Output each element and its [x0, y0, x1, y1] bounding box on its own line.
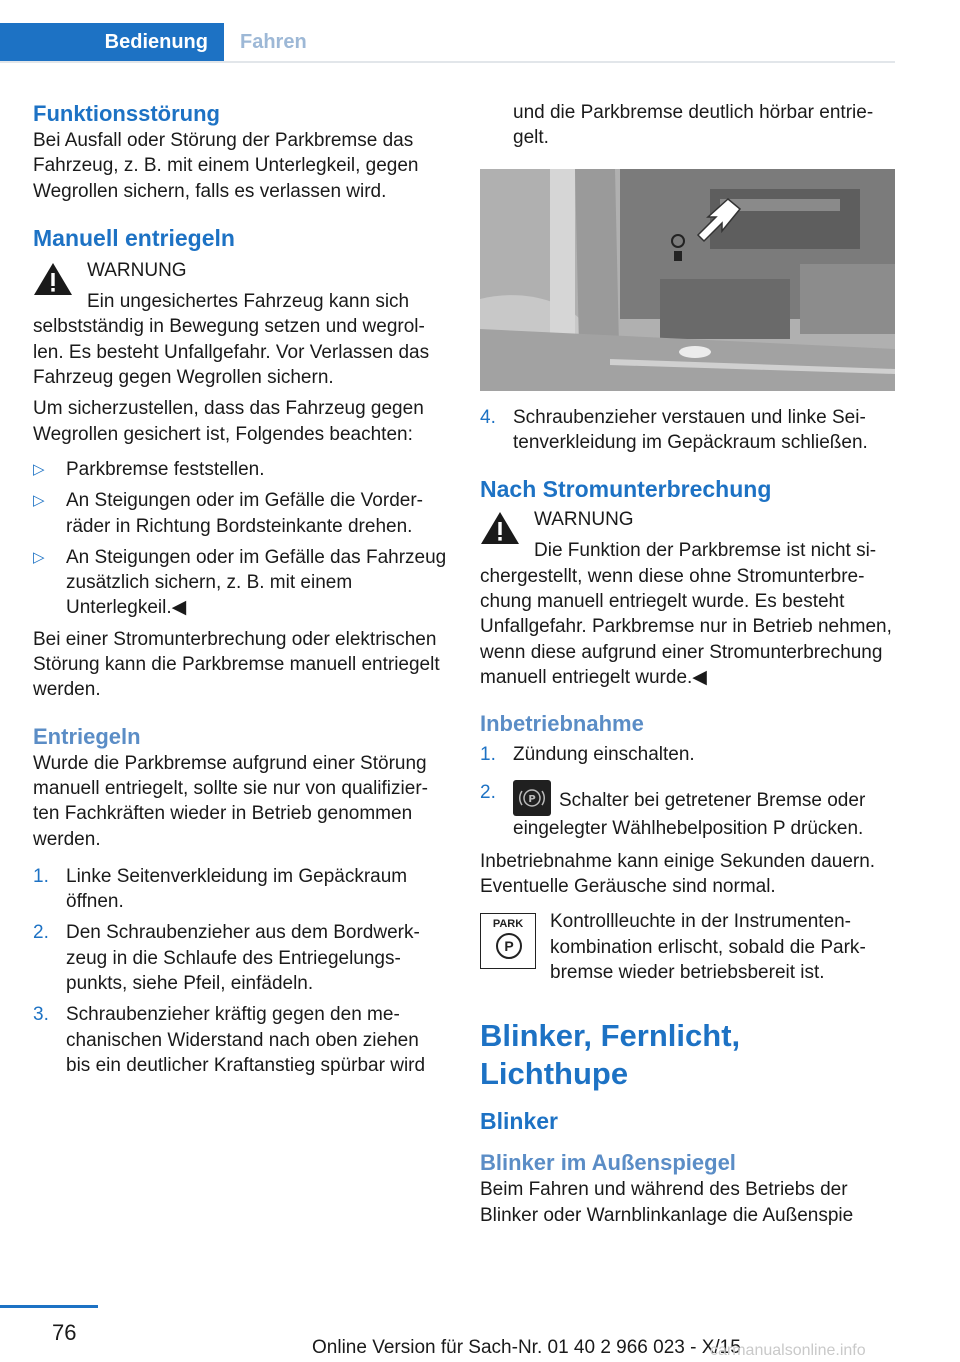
- list-item: 2. Den Schraubenzieher aus dem Bordwerkzeug in die Schlaufe des Entriegelungspunkts, siehe Pfeil, einfädeln.: [33, 922, 420, 995]
- heading-blinker-fernlicht: Blinker, Fernlicht, Lichthupe: [480, 1018, 741, 1092]
- triangle-bullet-icon: ▷: [33, 460, 45, 478]
- list-item: ▷ An Steigungen oder im Gefälle die Vorderräder in Richtung Bordsteinkante drehen.: [33, 490, 423, 537]
- list-item: ▷ An Steigungen oder im Gefälle das Fahrzeug zusätzlich sichern, z. B. mit einem Unterlegkeil.◀: [33, 546, 447, 619]
- online-version-note: Online Version für Sach-Nr. 01 40 2 966 023 - X/15: [312, 1337, 741, 1358]
- list-item: ▷ Parkbremse feststellen.: [33, 457, 448, 482]
- heading-inbetriebnahme: Inbetriebnahme: [480, 711, 644, 737]
- tab-bedienung[interactable]: [0, 23, 224, 61]
- warning-title: WARNUNG: [87, 259, 187, 281]
- page-number: 76: [52, 1320, 77, 1345]
- warning-triangle-icon: [480, 511, 520, 545]
- heading-entriegeln: Entriegeln: [33, 723, 141, 749]
- paragraph-blinker-aussenspiegel: Beim Fahren und während des Betriebs der Blinker oder Warnblinkanlage die Außenspie: [480, 1179, 854, 1226]
- list-item: 4. Schraubenzieher verstauen und linke Seitenverkleidung im Gepäckraum schließen.: [480, 406, 868, 453]
- trunk-release-photo: [480, 169, 895, 391]
- heading-blinker-aussenspiegel: Blinker im Außenspiegel: [480, 1150, 736, 1176]
- right-column: [480, 100, 895, 1228]
- watermark: carmanualsonline.info: [710, 1342, 866, 1359]
- paragraph-um: Um sicherzustellen, dass das Fahrzeug gegen Wegrollen gesichert ist, Folgendes beachten:: [33, 398, 424, 445]
- tab-bedienung-label: Bedienung: [104, 31, 208, 53]
- warning-text: Ein ungesichertes Fahrzeug kann sich selbstständig in Bewegung setzen und wegrollen. Es besteht Unfallgefahr. Vor Verlassen das Fahrzeug gegen Wegrollen sichern.: [33, 291, 430, 389]
- paragraph-stromunterbrechung: Bei einer Stromunterbrechung oder elektrischen Störung kann die Parkbremse manuell entriegelt werden.: [33, 628, 440, 701]
- top-nav: [0, 23, 895, 63]
- warning-text: Die Funktion der Parkbremse ist nicht sichergestellt, wenn diese ohne Stromunterbrechung manuell entriegelt wurde. Es besteht Unfallgefahr. Parkbremse nur in Betrieb nehmen, wenn diese aufgrund einer Stromunterbrechung manuell entriegelt wurde.◀: [480, 540, 892, 688]
- parking-brake-button-icon: [513, 780, 551, 816]
- warning-triangle-icon: [33, 262, 73, 296]
- list-item: 1. Zündung einschalten.: [480, 744, 695, 766]
- heading-funktionsstoerung: Funktionsstörung: [33, 101, 220, 126]
- warning-box-strom: [480, 507, 895, 690]
- heading-nach-stromunterbrechung: Nach Stromunterbrechung: [480, 476, 772, 503]
- heading-blinker: Blinker: [480, 1108, 558, 1135]
- list-item: 2. P Schalter bei getretener Bremse oder eingelegter Wählhebelposition P drücken.: [480, 781, 866, 839]
- list-item: 3. Schraubenzieher kräftig gegen den mechanischen Widerstand nach oben ziehen bis ein deutlicher Kraftanstieg spürbar wird: [33, 1004, 426, 1076]
- paragraph-kontrollleuchte: Kontrollleuchte in der Instrumentenkombination erlischt, sobald die Parkbremse wieder betriebsbereit ist.: [550, 911, 866, 984]
- tab-fahren[interactable]: Fahren: [240, 31, 307, 53]
- warning-box-manuell: [33, 258, 448, 390]
- paragraph-entriegeln: Wurde die Parkbremse aufgrund einer Störung manuell entriegelt, sollte sie nur von qualifizierten Fachkräften wieder in Betrieb genommen werden.: [33, 752, 428, 850]
- left-column: [33, 100, 448, 1078]
- paragraph-funktionsstoerung: Bei Ausfall oder Störung der Parkbremse das Fahrzeug, z. B. mit einem Unterlegkeil, gegen Wegrollen sichern, falls es verlassen wird.: [33, 130, 419, 202]
- paragraph-inbetriebnahme: Inbetriebnahme kann einige Sekunden dauern. Eventuelle Geräusche sind normal.: [480, 850, 876, 898]
- triangle-bullet-icon: ▷: [33, 548, 45, 566]
- svg-text:P: P: [528, 793, 536, 805]
- paragraph-continuation: und die Parkbremse deutlich hörbar entriegelt.: [513, 102, 874, 149]
- triangle-bullet-icon: ▷: [33, 492, 45, 510]
- park-indicator-icon: PARK P: [480, 913, 536, 969]
- warning-title: WARNUNG: [534, 509, 634, 531]
- heading-manuell-entriegeln: Manuell entriegeln: [33, 224, 235, 251]
- footer-rule: [0, 1305, 98, 1308]
- list-item: 1. Linke Seitenverkleidung im Gepäckraum öffnen.: [33, 865, 408, 913]
- trunk-photo-illustration: [480, 169, 895, 391]
